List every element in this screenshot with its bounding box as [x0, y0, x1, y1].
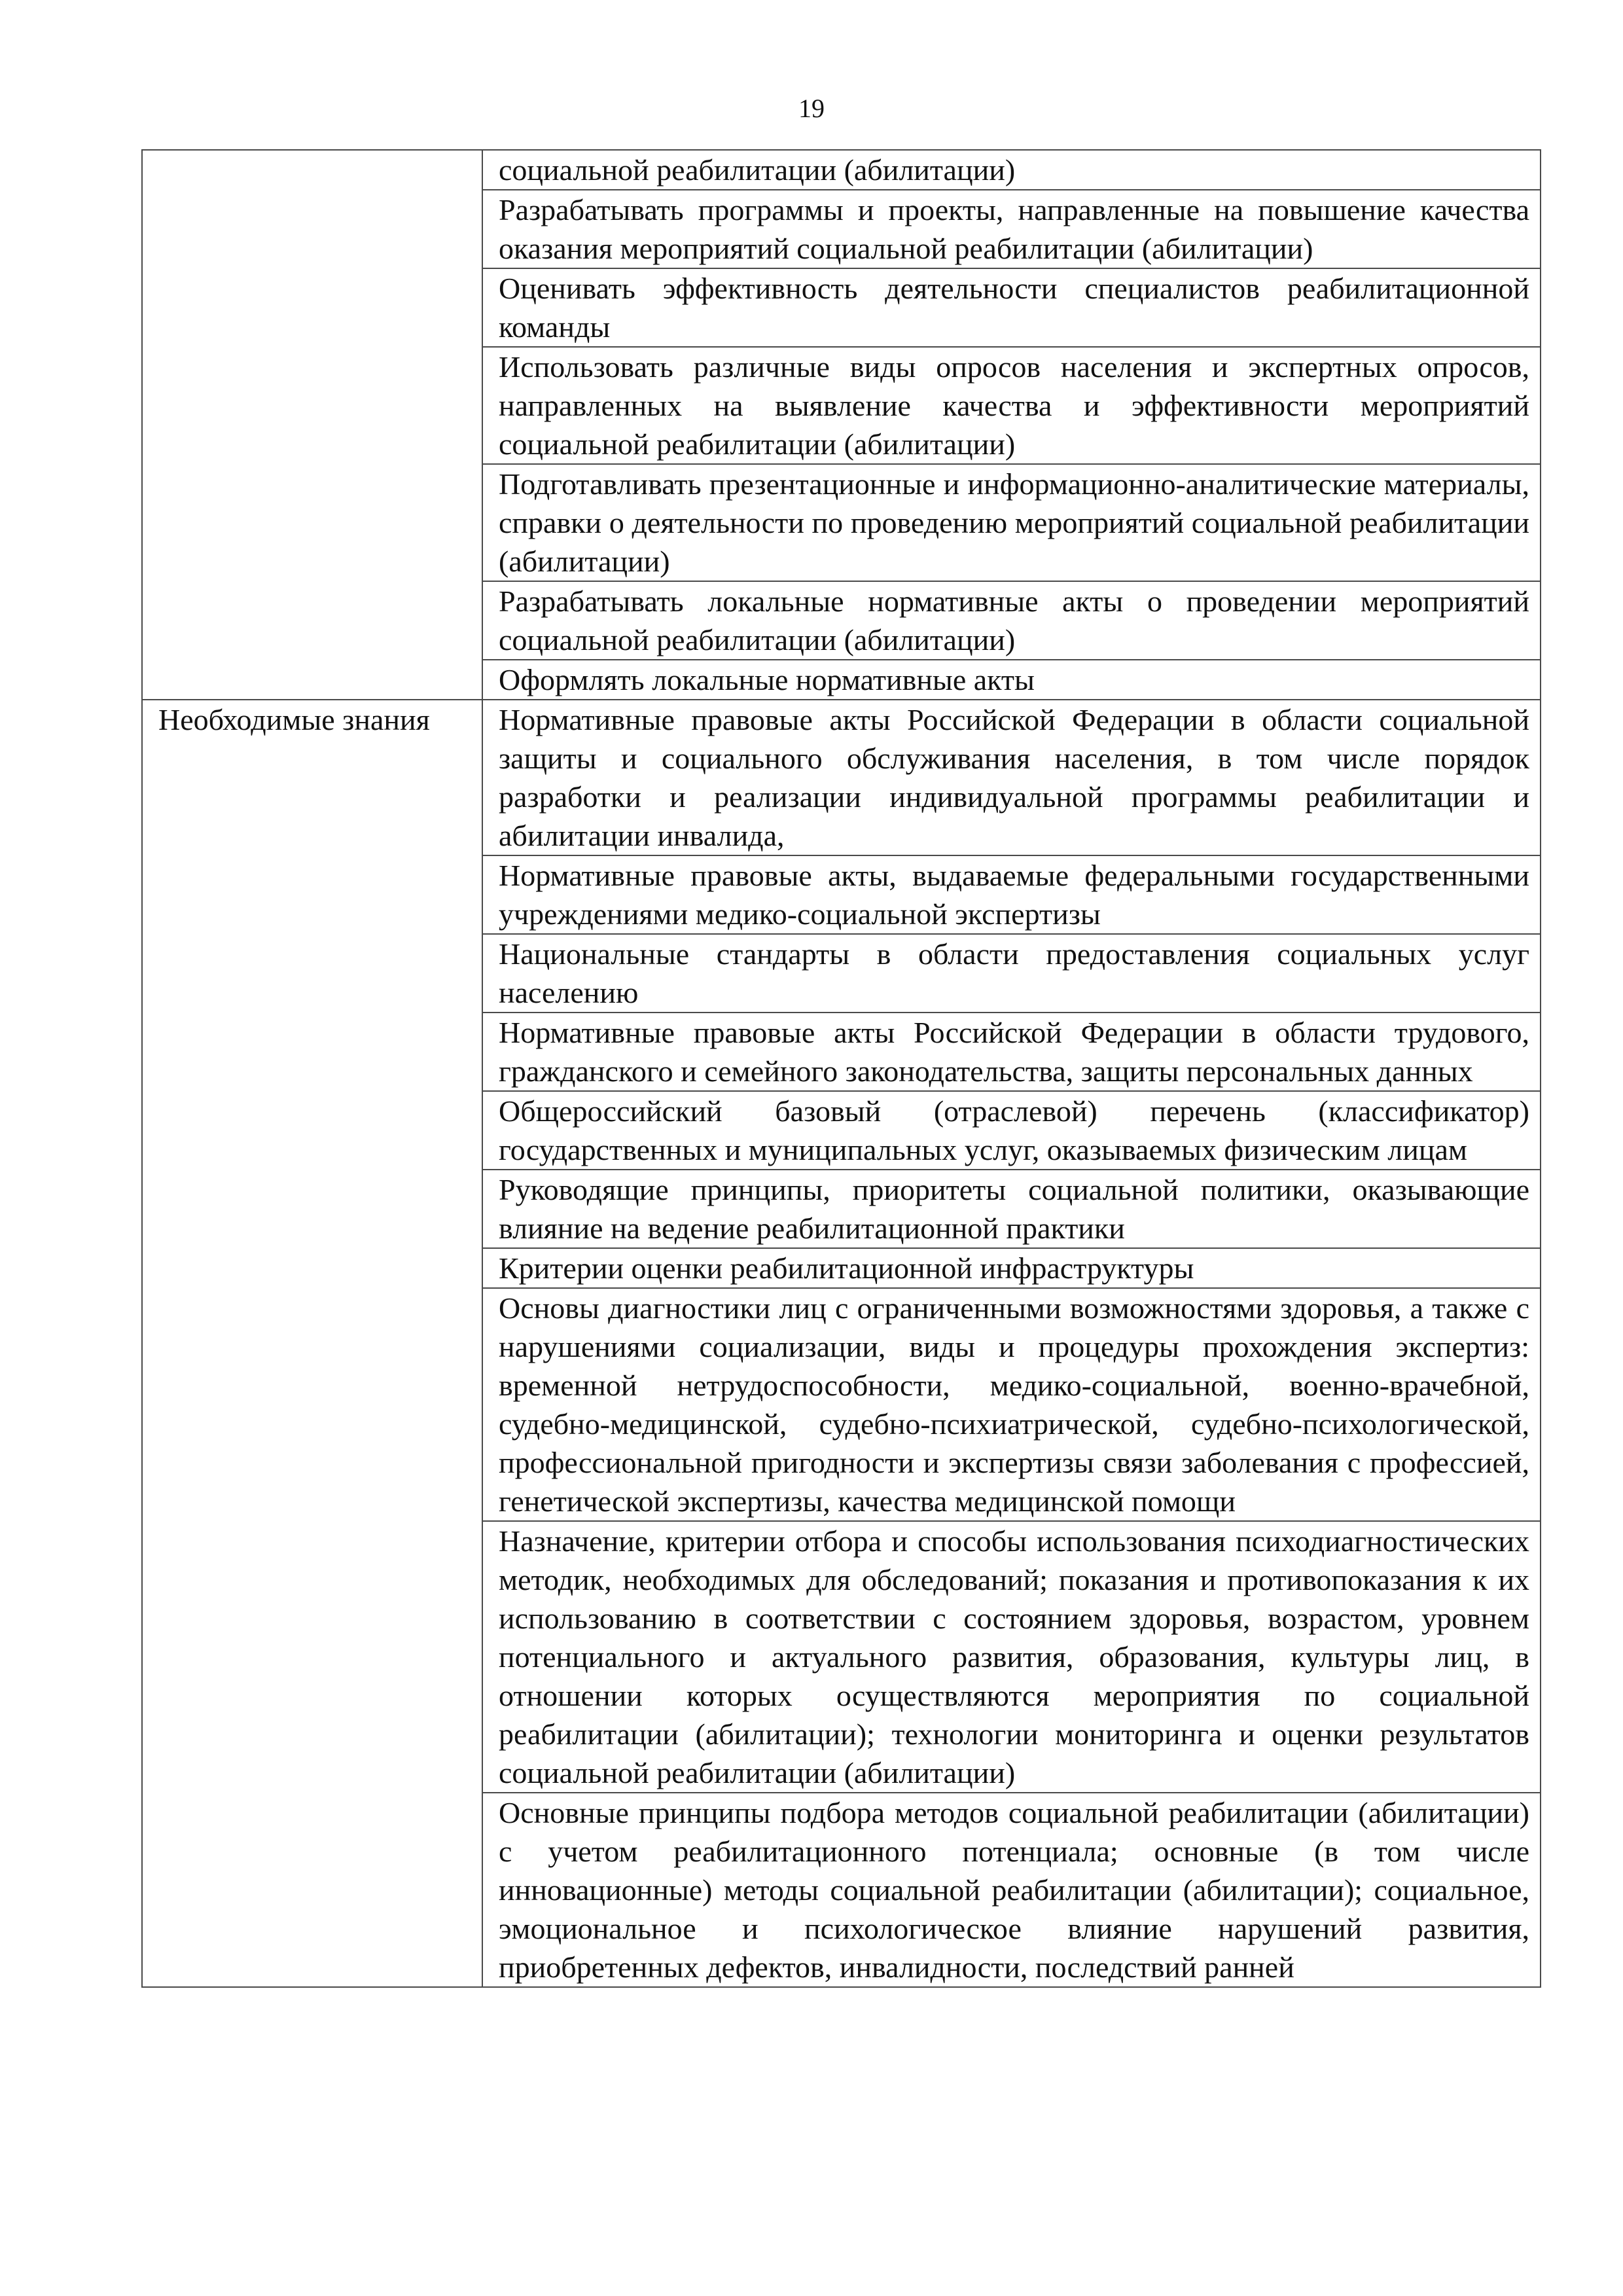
table-cell	[482, 1091, 1541, 1170]
table-cell	[482, 464, 1541, 581]
table-cell	[482, 855, 1541, 934]
table-cell	[482, 581, 1541, 660]
knowledge-item: Руководящие принципы, приоритеты социальной политики, оказывающие влияние на ведение реабилитационной практики	[499, 1173, 1529, 1245]
skill-item: Оценивать эффективность деятельности специалистов реабилитационной команды	[499, 272, 1529, 344]
table-cell	[482, 1288, 1541, 1521]
skill-item: Разрабатывать локальные нормативные акты о проведении мероприятий социальной реабилитации (абилитации)	[499, 584, 1529, 656]
skill-item: Разрабатывать программы и проекты, направленные на повышение качества оказания мероприятий социальной реабилитации (абилитации)	[499, 193, 1529, 265]
knowledge-item: Общероссийский базовый (отраслевой) перечень (классификатор) государственных и муниципальных услуг, оказываемых физическим лицам	[499, 1094, 1529, 1166]
table-cell	[482, 268, 1541, 347]
competency-table	[141, 149, 1541, 1988]
row-label-cell	[142, 150, 482, 700]
row-label: Необходимые знания	[158, 703, 430, 736]
skill-item: Использовать различные виды опросов населения и экспертных опросов, направленных на выявление качества и эффективности мероприятий социальной реабилитации (абилитации)	[499, 350, 1529, 461]
knowledge-item: Нормативные правовые акты Российской Федерации в области трудового, гражданского и семейного законодательства, защиты персональных данных	[499, 1016, 1529, 1088]
row-label-cell	[142, 700, 482, 1987]
table-cell	[482, 1170, 1541, 1248]
knowledge-item: Нормативные правовые акты Российской Федерации в области социальной защиты и социального обслуживания населения, в том числе порядок разработки и реализации индивидуальной программы реабилитации и абилитации инвалида,	[499, 703, 1529, 852]
page-number: 19	[798, 94, 825, 123]
table-cell	[482, 150, 1541, 190]
table-cell	[482, 347, 1541, 464]
knowledge-item: Основные принципы подбора методов социальной реабилитации (абилитации) с учетом реабилитационного потенциала; основные (в том числе инновационные) методы социальной реабилитации (абилитации); социальное, эмоциональное и психологическое влияние нарушений развития, приобретенных дефектов, инвалидности, последствий ранней	[499, 1796, 1529, 1984]
table-cell	[482, 1013, 1541, 1091]
table-row	[142, 150, 1541, 190]
table-cell	[482, 1793, 1541, 1987]
knowledge-item: Критерии оценки реабилитационной инфраструктуры	[499, 1251, 1194, 1285]
skill-item: социальной реабилитации (абилитации)	[499, 153, 1016, 187]
knowledge-item: Нормативные правовые акты, выдаваемые федеральными государственными учреждениями медико-социальной экспертизы	[499, 859, 1529, 931]
skill-item: Оформлять локальные нормативные акты	[499, 663, 1035, 696]
knowledge-item: Национальные стандарты в области предоставления социальных услуг населению	[499, 937, 1529, 1009]
skill-item: Подготавливать презентационные и информационно-аналитические материалы, справки о деятельности по проведению мероприятий социальной реабилитации (абилитации)	[499, 467, 1529, 578]
knowledge-item: Основы диагностики лиц с ограниченными возможностями здоровья, а также с нарушениями социализации, виды и процедуры прохождения экспертиз: временной нетрудоспособности, медико-социальной, военно-врачебной, судебно-медицинской, судебно-психиатрической, судебно-психологической, профессиональной пригодности и экспертизы связи заболевания с профессией, генетической экспертизы, качества медицинской помощи	[499, 1291, 1529, 1518]
table-cell	[482, 934, 1541, 1013]
table-row	[142, 700, 1541, 855]
table-cell	[482, 190, 1541, 268]
knowledge-item: Назначение, критерии отбора и способы использования психодиагностических методик, необходимых для обследований; показания и противопоказания к их использованию в соответствии с состоянием здоровья, возрастом, уровнем потенциального и актуального развития, образования, культуры лиц, в отношении которых осуществляются мероприятия по социальной реабилитации (абилитации); технологии мониторинга и оценки результатов социальной реабилитации (абилитации)	[499, 1524, 1529, 1789]
table-cell	[482, 1248, 1541, 1288]
table-cell	[482, 700, 1541, 855]
table-cell	[482, 1521, 1541, 1793]
table-cell	[482, 660, 1541, 700]
